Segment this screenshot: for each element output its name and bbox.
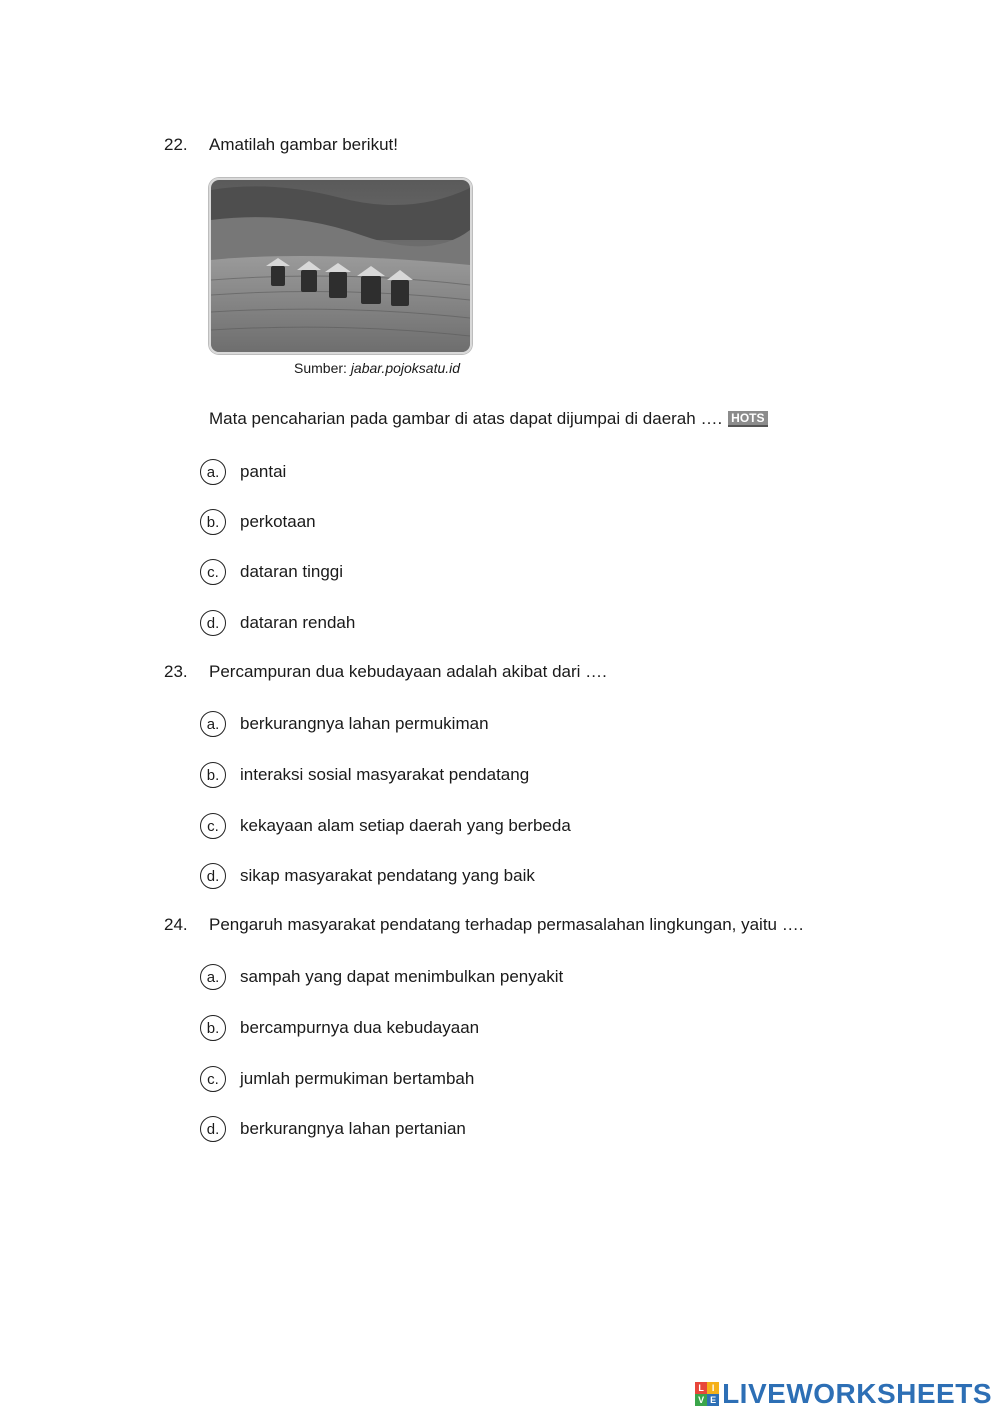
question-23-question: Percampuran dua kebudayaan adalah akibat dari …. [209,662,607,681]
q24-option-b[interactable] [200,1013,479,1043]
logo-letter-v: V [695,1394,707,1406]
liveworksheets-logo-text: LIVEWORKSHEETS [722,1378,992,1409]
q24-option-c-circle[interactable]: c. [200,1066,226,1092]
q22-option-b-text: perkotaan [240,512,316,531]
logo-letter-i: I [707,1382,719,1394]
q23-option-d-circle[interactable]: d. [200,863,226,889]
question-22-number: 22. [164,135,188,154]
q22-option-a-circle[interactable]: a. [200,459,226,485]
image-source-caption [294,360,460,376]
q23-option-a-text: berkurangnya lahan permukiman [240,714,489,733]
q23-option-b-text: interaksi sosial masyarakat pendatang [240,765,530,784]
q22-option-b[interactable] [200,507,316,537]
source-label: Sumber: [294,360,351,376]
question-22-text [209,409,768,429]
q22-option-c-circle[interactable]: c. [200,559,226,585]
q24-option-a-circle[interactable]: a. [200,964,226,990]
q24-option-c[interactable] [200,1064,474,1094]
q23-option-d-text: sikap masyarakat pendatang yang baik [240,866,535,885]
question-23-number: 23. [164,662,188,681]
tea-plantation-photo [209,178,472,354]
question-22-question: Mata pencaharian pada gambar di atas dapat dijumpai di daerah …. [209,409,723,428]
q23-option-d[interactable] [200,861,535,891]
source-site: jabar.pojoksatu.id [350,360,461,376]
q23-option-c-text: kekayaan alam setiap daerah yang berbeda [240,816,571,835]
q24-option-c-text: jumlah permukiman bertambah [240,1069,475,1088]
q22-option-d-text: dataran rendah [240,613,356,632]
q22-option-a[interactable] [200,457,286,487]
q22-option-d[interactable] [200,608,355,638]
q23-option-b[interactable] [200,760,529,790]
q24-option-d-text: berkurangnya lahan pertanian [240,1119,466,1138]
hots-badge: HOTS [728,411,767,427]
q24-option-d-circle[interactable]: d. [200,1116,226,1142]
q22-option-c-text: dataran tinggi [240,562,344,581]
q22-option-c[interactable] [200,557,343,587]
q23-option-a[interactable] [200,709,489,739]
q22-option-b-circle[interactable]: b. [200,509,226,535]
question-24-number: 24. [164,915,188,934]
q23-option-b-circle[interactable]: b. [200,762,226,788]
q23-option-c-circle[interactable]: c. [200,813,226,839]
liveworksheets-logo-icon [695,1382,719,1406]
q22-option-a-text: pantai [240,462,287,481]
q24-option-a[interactable] [200,962,563,992]
question-22-prompt: Amatilah gambar berikut! [209,135,398,154]
liveworksheets-logo[interactable] [695,1378,992,1410]
logo-letter-e: E [707,1394,719,1406]
q22-option-d-circle[interactable]: d. [200,610,226,636]
q23-option-c[interactable] [200,811,571,841]
q23-option-a-circle[interactable]: a. [200,711,226,737]
question-24-question: Pengaruh masyarakat pendatang terhadap permasalahan lingkungan, yaitu …. [209,915,804,934]
q24-option-a-text: sampah yang dapat menimbulkan penyakit [240,967,564,986]
logo-letter-l: L [695,1382,707,1394]
q24-option-b-circle[interactable]: b. [200,1015,226,1041]
q24-option-b-text: bercampurnya dua kebudayaan [240,1018,480,1037]
q24-option-d[interactable] [200,1114,466,1144]
